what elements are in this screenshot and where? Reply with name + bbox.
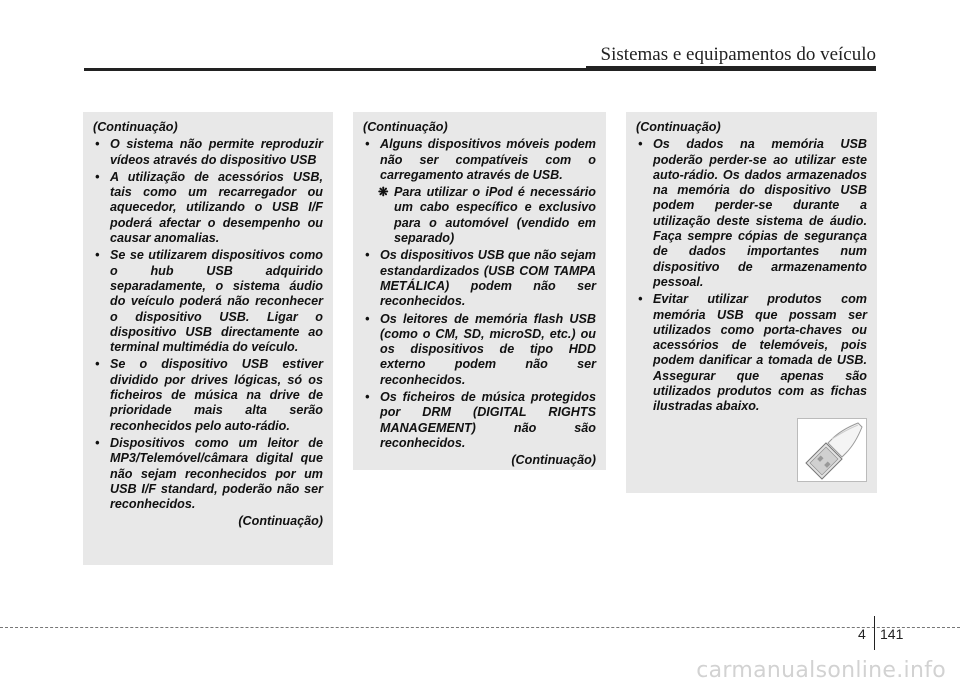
usb-plug-illustration (797, 418, 867, 482)
list-item-text: O sistema não permite reproduzir vídeos através do dispositivo USB (110, 137, 323, 167)
list-item (93, 137, 323, 168)
bullet: • (95, 435, 100, 450)
list-item-text: Os dispositivos USB que não sejam estandardizados (USB COM TAMPA METÁLICA) podem não ser reconhecidos. (380, 248, 596, 309)
bullet: • (638, 137, 643, 152)
bullet: • (365, 137, 370, 152)
list-item (636, 292, 867, 414)
text-column-2 (353, 112, 606, 470)
list-item-text: Alguns dispositivos móveis podem não ser compatíveis com o carregamento através de USB. (380, 137, 596, 182)
footer-rule (0, 627, 960, 628)
text-column-1 (83, 112, 333, 565)
list-item-text: Os dados na memória USB poderão perder-se ao utilizar este auto-rádio. Os dados armazenados na memória do dispositivo USB podem perder-se durante a utilização deste sistema de áudio. Faça sempre cópias de segurança de dados importantes num dispositivo de armazenamento pessoal. (653, 137, 867, 289)
bullet: • (95, 357, 100, 372)
header-rule-accent (586, 66, 876, 71)
note-star-icon: ❋ (378, 185, 389, 200)
continuation-label: (Continuação) (636, 120, 721, 134)
list-item (363, 248, 596, 309)
list-item (363, 312, 596, 388)
bullet: • (95, 137, 100, 152)
list-item-text: Os leitores de memória flash USB (como o CM, SD, microSD, etc.) ou os dispositivos de tipo HDD externo podem não ser reconhecidos. (380, 311, 596, 387)
list-item (363, 390, 596, 451)
list-item (93, 170, 323, 246)
note-item (363, 185, 596, 246)
bullet: • (95, 248, 100, 263)
list-item (93, 248, 323, 355)
bullet: • (95, 169, 100, 184)
list-item (93, 436, 323, 512)
continuation-label: (Continuação) (511, 453, 596, 468)
section-title: Sistemas e equipamentos do veículo (600, 44, 876, 65)
list-item (636, 137, 867, 290)
bullet: • (365, 390, 370, 405)
continuation-label: (Continuação) (93, 120, 178, 134)
bullet: • (365, 311, 370, 326)
page-number-separator (874, 616, 875, 650)
list-item-text: Se o dispositivo USB estiver dividido por drives lógicas, só os ficheiros de música na drive de prioridade mais alta serão reconhecidos pelo auto-rádio. (110, 357, 323, 433)
continuation-label: (Continuação) (238, 514, 323, 529)
list-item-text: Os ficheiros de música protegidos por DRM (DIGITAL RIGHTS MANAGEMENT) não são reconhecidos. (380, 390, 596, 450)
list-item-text: A utilização de acessórios USB, tais como um recarregador ou aquecedor, utilizando o USB I/F poderá afectar o desempenho ou causar anomalias. (110, 169, 323, 246)
list-item-text: Evitar utilizar produtos com memória USB que possam ser utilizados como porta-chaves ou acessórios de telemóveis, pois podem danificar a tomada de USB. Assegurar que apenas são utilizados produtos com as fichas ilustradas abaixo. (653, 292, 867, 414)
list-item (93, 357, 323, 433)
bullet: • (365, 248, 370, 263)
list-item (363, 137, 596, 183)
list-item-text: Dispositivos como um leitor de MP3/Telemóvel/câmara digital que não sejam reconhecidos por um USB I/F standard, poderão não ser reconhecidos. (110, 435, 323, 512)
continuation-label: (Continuação) (363, 120, 448, 134)
watermark: carmanualsonline.info (696, 658, 946, 683)
note-text: Para utilizar o iPod é necessário um cabo específico e exclusivo para o automóvel (vendido em separado) (394, 185, 596, 246)
list-item-text: Se se utilizarem dispositivos como o hub USB adquirido separadamente, o sistema áudio do veículo poderá não reconhecer o dispositivo USB. Ligar o dispositivo USB directamente ao terminal multimédia do veículo. (110, 248, 323, 355)
bullet: • (638, 292, 643, 307)
chapter-number: 4 (858, 626, 866, 642)
usb-stick-icon (798, 419, 866, 481)
page-number: 141 (880, 626, 904, 642)
